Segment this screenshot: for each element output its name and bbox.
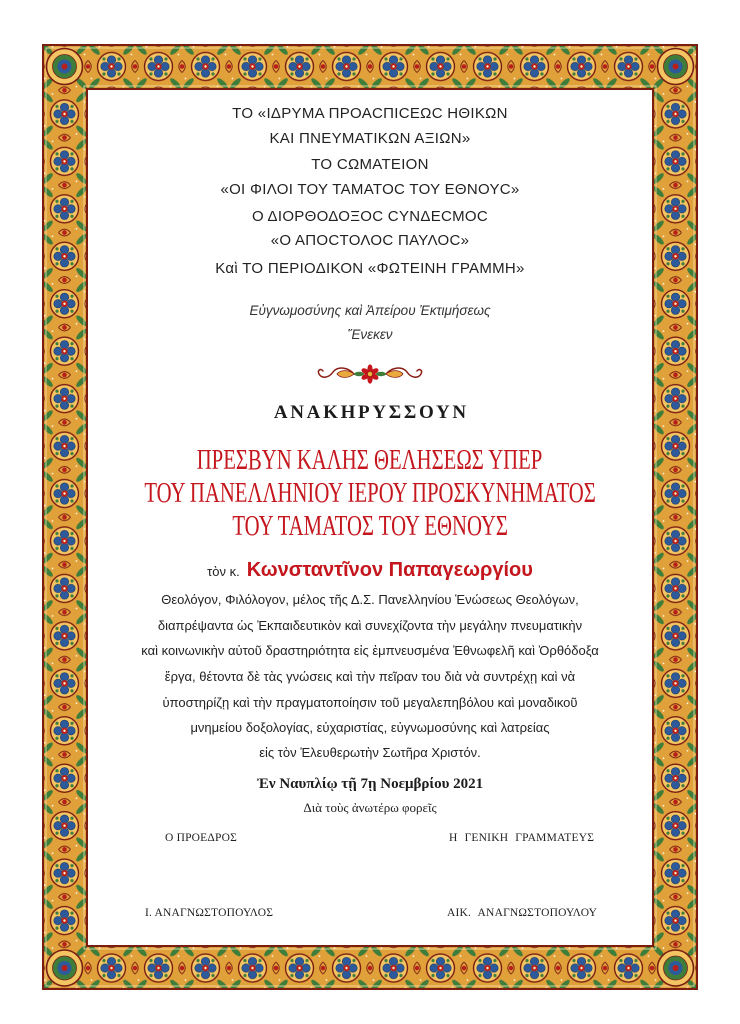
citation-line: μνημείου δοξολογίας, εὐχαριστίας, εὐγνωμοσύνης καὶ λατρείας	[190, 720, 550, 735]
ornament-left-scroll	[318, 368, 364, 377]
issuer-line: ΤΟ ϹΩΜΑΤΕΙΟΝ	[311, 156, 429, 173]
dedication-line: Ἕνεκεν	[347, 327, 393, 342]
general-secretary-title: Η ΓΕΝΙΚΗ ΓΡΑΜΜΑΤΕΥΣ	[449, 832, 595, 844]
citation-line: ὑποστηρίζῃ καὶ τὴν πραγματοποίησιν τοῦ μεγαλεπηβόλου καὶ μοναδικοῦ	[162, 695, 578, 710]
honor-title-text: ΠΡΕΣΒΥΝ ΚΑΛΗΣ ΘΕΛΗΣΕΩΣ ΥΠΕΡ	[197, 445, 543, 476]
president-name: Ι. ΑΝΑΓΝΩΣΤΟΠΟΥΛΟΣ	[145, 907, 274, 919]
citation-line: διαπρέψαντα ὡς Ἐκπαιδευτικὸν καὶ συνεχίζοντα τὴν μεγάλην πνευματικὴν	[157, 618, 583, 633]
honor-title-text: ΤΟΥ ΤΑΜΑΤΟΣ ΤΟΥ ΕΘΝΟΥΣ	[232, 511, 508, 542]
issuer-line: «Ο ΑΠΟϹΤΟΛΟϹ ΠΑΥΛΟϹ»	[270, 232, 470, 249]
citation-line: καὶ κοινωνικὴν αὐτοῦ δραστηριότητα εἰς ἐμπνευσμένα Ἐθνωφελῆ καὶ Ὀρθόδοξα	[141, 643, 599, 658]
citation-line: Θεολόγον, Φιλόλογον, μέλος τῆς Δ.Σ. Πανελληνίου Ἑνώσεως Θεολόγων,	[161, 592, 579, 607]
recipient-prefix: τὸν κ.	[207, 564, 240, 579]
issuer-line: ΤΟ «ΙΔΡΥΜΑ ΠΡΟΑϹΠΙϹΕΩϹ ΗΘΙΚΩΝ	[232, 105, 508, 122]
honor-title-line	[0, 445, 740, 477]
citation-line: εἰς τὸν Ἐλευθερωτὴν Σωτῆρα Χριστόν.	[259, 745, 481, 760]
on-behalf-line: Διὰ τοὺς ἀνωτέρω φορεῖς	[303, 800, 437, 815]
floral-ornament	[310, 362, 430, 386]
issuer-line: «ΟΙ ΦΙΛΟΙ ΤΟΥ ΤΑΜΑΤΟϹ ΤΟΥ ΕΘΝΟΥϹ»	[220, 181, 520, 198]
issuer-line: ΚΑΙ ΠΝΕΥΜΑΤΙΚΩΝ ΑΞΙΩΝ»	[269, 130, 471, 147]
issuer-line: Καὶ ΤΟ ΠΕΡΙΟΔΙΚΟΝ «ΦΩΤΕΙΝΗ ΓΡΑΜΜΗ»	[215, 260, 525, 277]
date-place-line: Ἐν Ναυπλίῳ τῇ 7ῃ Νοεμβρίου 2021	[256, 776, 484, 792]
recipient-line	[0, 557, 740, 583]
general-secretary-name: ΑΙΚ. ΑΝΑΓΝΩΣΤΟΠΟΥΛΟΥ	[447, 907, 598, 919]
dedication-line: Εὐγνωμοσύνης καὶ Ἀπείρου Ἐκτιμήσεως	[249, 303, 491, 318]
issuer-line: Ο ΔΙΟΡΘΟΔΟΞΟϹ ϹΥΝΔΕϹΜΟϹ	[251, 208, 489, 225]
recipient-name: Κωνσταντῖνον Παπαγεωργίου	[246, 559, 533, 581]
honor-title-text: ΤΟΥ ΠΑΝΕΛΛΗΝΙΟΥ ΙΕΡΟΥ ΠΡΟΣΚΥΝΗΜΑΤΟΣ	[144, 478, 596, 509]
proclaim-heading: ΑΝΑΚΗΡΥΣΣΟΥΝ	[273, 402, 469, 423]
citation-line: ἔργα, θέτοντα δὲ τὰς γνώσεις καὶ τὴν πεῖραν του διὰ νὰ συντρέχῃ καὶ νὰ	[164, 669, 576, 684]
honor-title-line	[0, 511, 740, 543]
ornament-right-scroll	[376, 368, 422, 377]
president-title: Ο ΠΡΟΕΔΡΟΣ	[165, 832, 237, 844]
honor-title-line	[0, 478, 740, 510]
